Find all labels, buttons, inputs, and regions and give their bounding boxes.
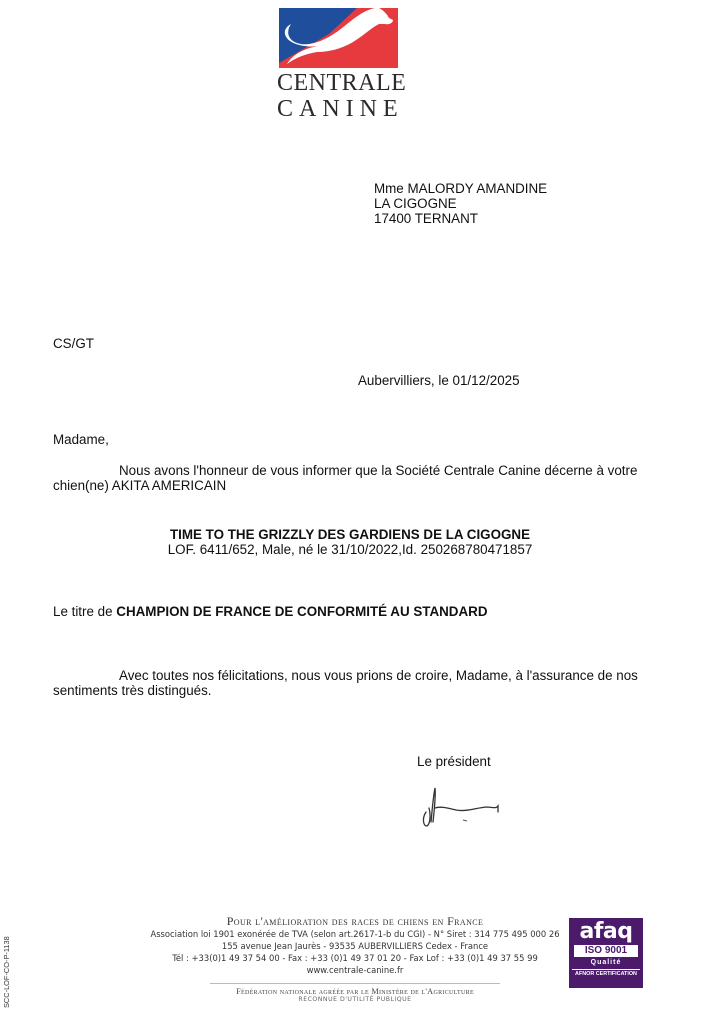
- footer-public-utility: RECONNUE D'UTILITÉ PUBLIQUE: [298, 996, 412, 1003]
- logo-line-2: CANINE: [277, 96, 404, 122]
- afaq-brand: afaq: [579, 919, 633, 944]
- footer-phone-fax: Tél : +33(0)1 49 37 54 00 - Fax : +33 (0)1 49 37 01 20 - Fax Lof : +33 (0)1 49 37 55 99: [172, 953, 538, 963]
- logo-line-1: CENTRALE: [277, 70, 407, 96]
- body-paragraph-1-line-1: Nous avons l'honneur de vous informer que la Société Centrale Canine décerne à votre: [119, 463, 638, 478]
- footer-website[interactable]: www.centrale-canine.fr: [306, 965, 404, 975]
- afaq-standard: ISO 9001: [574, 945, 638, 957]
- recipient-address-line-1: LA CIGOGNE: [374, 196, 457, 211]
- closing-line-1: Avec toutes nos félicitations, nous vous prions de croire, Madame, à l'assurance de nos: [119, 668, 638, 683]
- footer-association: Association loi 1901 exonérée de TVA (selon art.2617-1-b du CGI) - N° Siret : 314 775 495 000 26: [150, 929, 560, 939]
- title-prefix: Le titre de: [53, 604, 117, 619]
- footer-federation: Fédération nationale agréée par le Ministère de l'Agriculture: [236, 987, 474, 996]
- champion-title: CHAMPION DE FRANCE DE CONFORMITÉ AU STANDARD: [116, 604, 488, 619]
- dog-details: LOF. 6411/652, Male, né le 31/10/2022,Id. 250268780471857: [167, 542, 533, 557]
- reference: CS/GT: [53, 336, 94, 351]
- footer-motto: Pour l'amélioration des races de chiens en France: [226, 914, 484, 928]
- afaq-issuer: AFNOR CERTIFICATION: [572, 969, 640, 979]
- salutation: Madame,: [53, 432, 109, 447]
- recipient-address-line-2: 17400 TERNANT: [374, 211, 478, 226]
- footer-divider: [210, 983, 500, 984]
- body-paragraph-1-line-2: chien(ne) AKITA AMERICAIN: [53, 478, 227, 493]
- afaq-label: Qualité: [590, 959, 622, 966]
- signature-icon: [420, 782, 510, 832]
- logo-flag-icon: [279, 8, 398, 68]
- footer-address: 155 avenue Jean Jaurès - 93535 AUBERVILLIERS Cedex - France: [221, 941, 489, 951]
- closing-line-2: sentiments très distingués.: [53, 683, 212, 698]
- dog-name: TIME TO THE GRIZZLY DES GARDIENS DE LA CIGOGNE: [169, 527, 531, 542]
- logo-wordmark: [277, 70, 407, 123]
- title-line: [53, 604, 488, 620]
- document-code: SCC-LOF-CO-P-1138: [2, 936, 11, 1008]
- afaq-iso-badge: [569, 918, 643, 988]
- recipient-name: Mme MALORDY AMANDINE: [374, 181, 548, 196]
- date-line: Aubervilliers, le 01/12/2025: [358, 373, 520, 388]
- signatory-role: Le président: [417, 754, 491, 769]
